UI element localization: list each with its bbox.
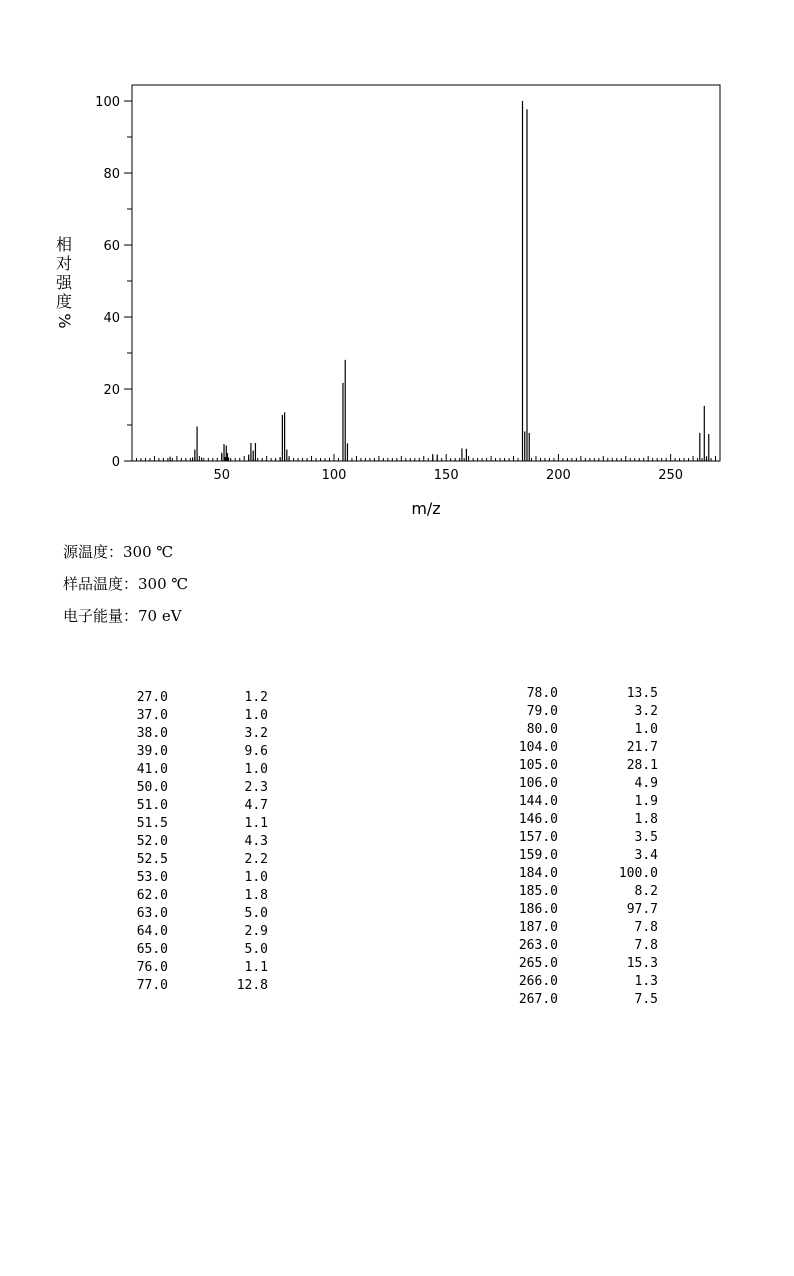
y-axis-label-char: % bbox=[55, 313, 74, 329]
mz-value: 39.0 bbox=[136, 744, 168, 759]
mz-value: 157.0 bbox=[518, 830, 558, 845]
mz-value: 105.0 bbox=[518, 758, 558, 773]
table-row bbox=[490, 739, 660, 757]
intensity-value: 8.2 bbox=[634, 884, 658, 899]
table-row bbox=[490, 685, 660, 703]
table-row bbox=[100, 707, 270, 725]
intensity-value: 1.0 bbox=[244, 708, 268, 723]
table-row bbox=[100, 869, 270, 887]
table-row bbox=[490, 991, 660, 1009]
mz-value: 64.0 bbox=[136, 924, 168, 939]
mz-value: 187.0 bbox=[518, 920, 558, 935]
table-row bbox=[100, 779, 270, 797]
mz-value: 266.0 bbox=[518, 974, 558, 989]
mz-value: 27.0 bbox=[136, 690, 168, 705]
intensity-value: 7.8 bbox=[634, 920, 658, 935]
mz-value: 50.0 bbox=[136, 780, 168, 795]
table-row bbox=[490, 955, 660, 973]
table-row bbox=[490, 847, 660, 865]
mz-value: 77.0 bbox=[136, 978, 168, 993]
table-row bbox=[100, 905, 270, 923]
intensity-value: 1.0 bbox=[634, 722, 658, 737]
sample-temp-label: 样品温度： bbox=[63, 575, 139, 593]
x-axis-label: m/z bbox=[411, 499, 441, 518]
mz-value: 144.0 bbox=[518, 794, 558, 809]
table-row bbox=[490, 937, 660, 955]
y-tick-label: 20 bbox=[103, 383, 120, 398]
intensity-value: 1.0 bbox=[244, 762, 268, 777]
table-row bbox=[100, 851, 270, 869]
table-row bbox=[100, 959, 270, 977]
intensity-value: 2.3 bbox=[244, 780, 268, 795]
plot-frame bbox=[132, 85, 720, 461]
table-row bbox=[490, 793, 660, 811]
intensity-value: 1.0 bbox=[244, 870, 268, 885]
x-tick-label: 200 bbox=[545, 468, 571, 483]
intensity-value: 1.9 bbox=[634, 794, 658, 809]
mz-value: 79.0 bbox=[526, 704, 558, 719]
intensity-value: 4.3 bbox=[244, 834, 268, 849]
y-tick-label: 60 bbox=[103, 239, 120, 254]
electron-energy-value: 70 eV bbox=[138, 607, 182, 625]
table-row bbox=[490, 883, 660, 901]
table-row bbox=[100, 887, 270, 905]
mz-value: 53.0 bbox=[136, 870, 168, 885]
mz-value: 267.0 bbox=[518, 992, 558, 1007]
intensity-value: 3.4 bbox=[634, 848, 658, 863]
intensity-value: 5.0 bbox=[244, 906, 268, 921]
source-temp-value: 300 ℃ bbox=[123, 543, 174, 561]
table-row bbox=[100, 743, 270, 761]
mz-value: 159.0 bbox=[518, 848, 558, 863]
mz-value: 186.0 bbox=[518, 902, 558, 917]
peak-table-right bbox=[490, 685, 660, 1009]
y-axis-label-char: 相 bbox=[55, 235, 73, 254]
intensity-value: 7.8 bbox=[634, 938, 658, 953]
table-row bbox=[490, 901, 660, 919]
table-row bbox=[490, 811, 660, 829]
peak-table-left bbox=[100, 689, 270, 995]
y-axis-label-char: 度 bbox=[55, 292, 73, 311]
y-tick-label: 100 bbox=[95, 95, 120, 110]
intensity-value: 1.1 bbox=[244, 816, 268, 831]
table-row bbox=[100, 941, 270, 959]
y-axis-label bbox=[55, 235, 74, 329]
mz-value: 65.0 bbox=[136, 942, 168, 957]
mass-spectrum-chart bbox=[0, 0, 794, 530]
table-row bbox=[490, 757, 660, 775]
intensity-value: 1.2 bbox=[244, 690, 268, 705]
intensity-value: 28.1 bbox=[626, 758, 658, 773]
intensity-value: 13.5 bbox=[626, 686, 658, 701]
mz-value: 76.0 bbox=[136, 960, 168, 975]
electron-energy-label: 电子能量： bbox=[63, 607, 139, 625]
table-row bbox=[100, 833, 270, 851]
sample-temperature bbox=[63, 573, 188, 594]
mz-value: 265.0 bbox=[518, 956, 558, 971]
intensity-value: 97.7 bbox=[626, 902, 658, 917]
x-tick-label: 50 bbox=[213, 468, 231, 483]
table-row bbox=[100, 977, 270, 995]
intensity-value: 3.5 bbox=[634, 830, 658, 845]
intensity-value: 100.0 bbox=[618, 866, 658, 881]
table-row bbox=[100, 797, 270, 815]
peak-bars bbox=[170, 101, 709, 461]
intensity-value: 2.2 bbox=[244, 852, 268, 867]
table-row bbox=[490, 775, 660, 793]
mz-value: 51.5 bbox=[136, 816, 168, 831]
intensity-value: 7.5 bbox=[634, 992, 658, 1007]
mz-value: 185.0 bbox=[518, 884, 558, 899]
mz-value: 80.0 bbox=[526, 722, 558, 737]
sample-temp-value: 300 ℃ bbox=[138, 575, 189, 593]
intensity-value: 3.2 bbox=[244, 726, 268, 741]
source-temperature bbox=[63, 541, 173, 562]
mz-value: 62.0 bbox=[136, 888, 168, 903]
table-row bbox=[100, 923, 270, 941]
y-axis-label-char: 强 bbox=[55, 273, 73, 292]
mz-value: 51.0 bbox=[136, 798, 168, 813]
mz-value: 41.0 bbox=[136, 762, 168, 777]
intensity-value: 12.8 bbox=[236, 978, 268, 993]
electron-energy bbox=[63, 605, 182, 626]
mz-value: 78.0 bbox=[526, 686, 558, 701]
intensity-value: 1.1 bbox=[244, 960, 268, 975]
mz-value: 52.0 bbox=[136, 834, 168, 849]
intensity-value: 1.8 bbox=[244, 888, 268, 903]
intensity-value: 4.7 bbox=[244, 798, 268, 813]
table-row bbox=[490, 865, 660, 883]
x-tick-label: 150 bbox=[433, 468, 459, 483]
table-row bbox=[490, 919, 660, 937]
intensity-value: 21.7 bbox=[626, 740, 658, 755]
table-row bbox=[490, 973, 660, 991]
y-axis bbox=[95, 95, 132, 470]
table-row bbox=[100, 689, 270, 707]
intensity-value: 1.3 bbox=[634, 974, 658, 989]
intensity-value: 15.3 bbox=[626, 956, 658, 971]
table-row bbox=[100, 761, 270, 779]
mz-value: 263.0 bbox=[518, 938, 558, 953]
intensity-value: 4.9 bbox=[634, 776, 658, 791]
mz-value: 37.0 bbox=[136, 708, 168, 723]
intensity-value: 3.2 bbox=[634, 704, 658, 719]
table-row bbox=[490, 829, 660, 847]
mz-value: 104.0 bbox=[518, 740, 558, 755]
mz-value: 63.0 bbox=[136, 906, 168, 921]
mz-value: 146.0 bbox=[518, 812, 558, 827]
y-tick-label: 80 bbox=[103, 167, 120, 182]
intensity-value: 9.6 bbox=[244, 744, 268, 759]
mz-value: 38.0 bbox=[136, 726, 168, 741]
y-tick-label: 40 bbox=[103, 311, 120, 326]
table-row bbox=[100, 815, 270, 833]
y-axis-label-char: 对 bbox=[55, 254, 73, 273]
intensity-value: 1.8 bbox=[634, 812, 658, 827]
table-row bbox=[100, 725, 270, 743]
x-axis bbox=[132, 454, 716, 483]
y-tick-label: 0 bbox=[111, 455, 120, 470]
table-row bbox=[490, 721, 660, 739]
x-tick-label: 100 bbox=[321, 468, 347, 483]
intensity-value: 5.0 bbox=[244, 942, 268, 957]
x-tick-label: 250 bbox=[658, 468, 684, 483]
mz-value: 52.5 bbox=[136, 852, 168, 867]
source-temp-label: 源温度： bbox=[63, 543, 124, 561]
mz-value: 106.0 bbox=[518, 776, 558, 791]
table-row bbox=[490, 703, 660, 721]
intensity-value: 2.9 bbox=[244, 924, 268, 939]
mz-value: 184.0 bbox=[518, 866, 558, 881]
